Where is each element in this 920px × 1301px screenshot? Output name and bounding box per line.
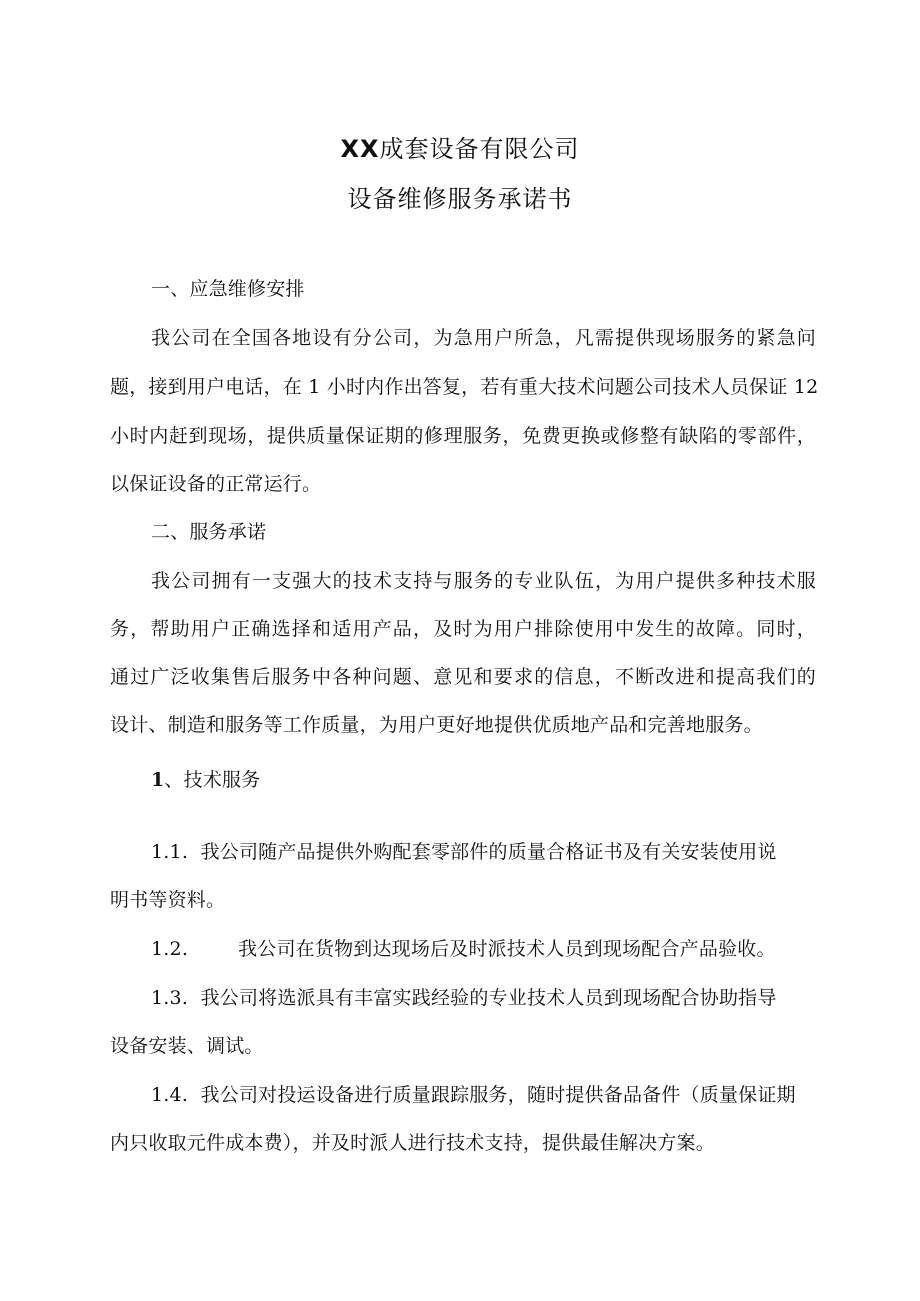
- section1-heading: 一、应急维修安排: [151, 278, 305, 300]
- subsection1-heading-text: 、技术服务: [164, 769, 261, 791]
- item-1-1-line-1: [151, 840, 816, 864]
- company-title-prefix: XX: [340, 135, 380, 163]
- item-1-3-line-2: 设备安装、调试。: [110, 1035, 264, 1057]
- section2-line-3: 通过广泛收集售后服务中各种问题、意见和要求的信息，不断改进和提高我们的: [110, 666, 816, 688]
- section1-line-4: 以保证设备的正常运行。: [110, 473, 322, 495]
- item-1-4-line-1: [151, 1083, 816, 1107]
- subsection1-heading: [151, 768, 816, 792]
- item-1-2-line-1: [151, 937, 816, 961]
- item-1-4-number: 1.4.: [151, 1084, 189, 1106]
- item-1-1-line-2: 明书等资料。: [110, 889, 226, 911]
- subsection1-number: 1: [151, 769, 165, 791]
- item-1-3-text: 我公司将选派具有丰富实践经验的专业技术人员到现场配合协助指导: [200, 987, 777, 1009]
- item-1-4-text: 我公司对投运设备进行质量跟踪服务，随时提供备品备件（质量保证期: [200, 1084, 796, 1106]
- item-1-1-number: 1.1.: [151, 841, 189, 863]
- item-1-2-text: 我公司在货物到达现场后及时派技术人员到现场配合产品验收。: [238, 938, 776, 960]
- item-1-3-line-1: [151, 986, 816, 1010]
- item-1-2-number: 1.2.: [151, 938, 189, 960]
- company-title: [0, 129, 920, 164]
- document-subtitle: 设备维修服务承诺书: [347, 185, 573, 213]
- section2-line-2: 务，帮助用户正确选择和适用产品，及时为用户排除使用中发生的故障。同时，: [110, 618, 816, 640]
- section1-line-1: 我公司在全国各地设有分公司，为急用户所急，凡需提供现场服务的紧急问: [151, 327, 816, 349]
- item-1-3-number: 1.3.: [151, 987, 189, 1009]
- section1-line-2: 题，接到用户电话，在 1 小时内作出答复，若有重大技术问题公司技术人员保证 12: [110, 376, 819, 398]
- section2-line-1: 我公司拥有一支强大的技术支持与服务的专业队伍，为用户提供多种技术服: [151, 570, 816, 592]
- section2-heading: 二、服务承诺: [151, 521, 267, 543]
- section2-line-4: 设计、制造和服务等工作质量，为用户更好地提供优质地产品和完善地服务。: [110, 714, 763, 736]
- company-title-rest: 成套设备有限公司: [379, 135, 580, 163]
- item-1-4-line-2: 内只收取元件成本费），并及时派人进行技术支持，提供最佳解决方案。: [110, 1132, 715, 1154]
- item-1-1-text: 我公司随产品提供外购配套零部件的质量合格证书及有关安装使用说: [200, 841, 777, 863]
- section1-line-3: 小时内赶到现场，提供质量保证期的修理服务，免费更换或修整有缺陷的零部件，: [110, 425, 816, 447]
